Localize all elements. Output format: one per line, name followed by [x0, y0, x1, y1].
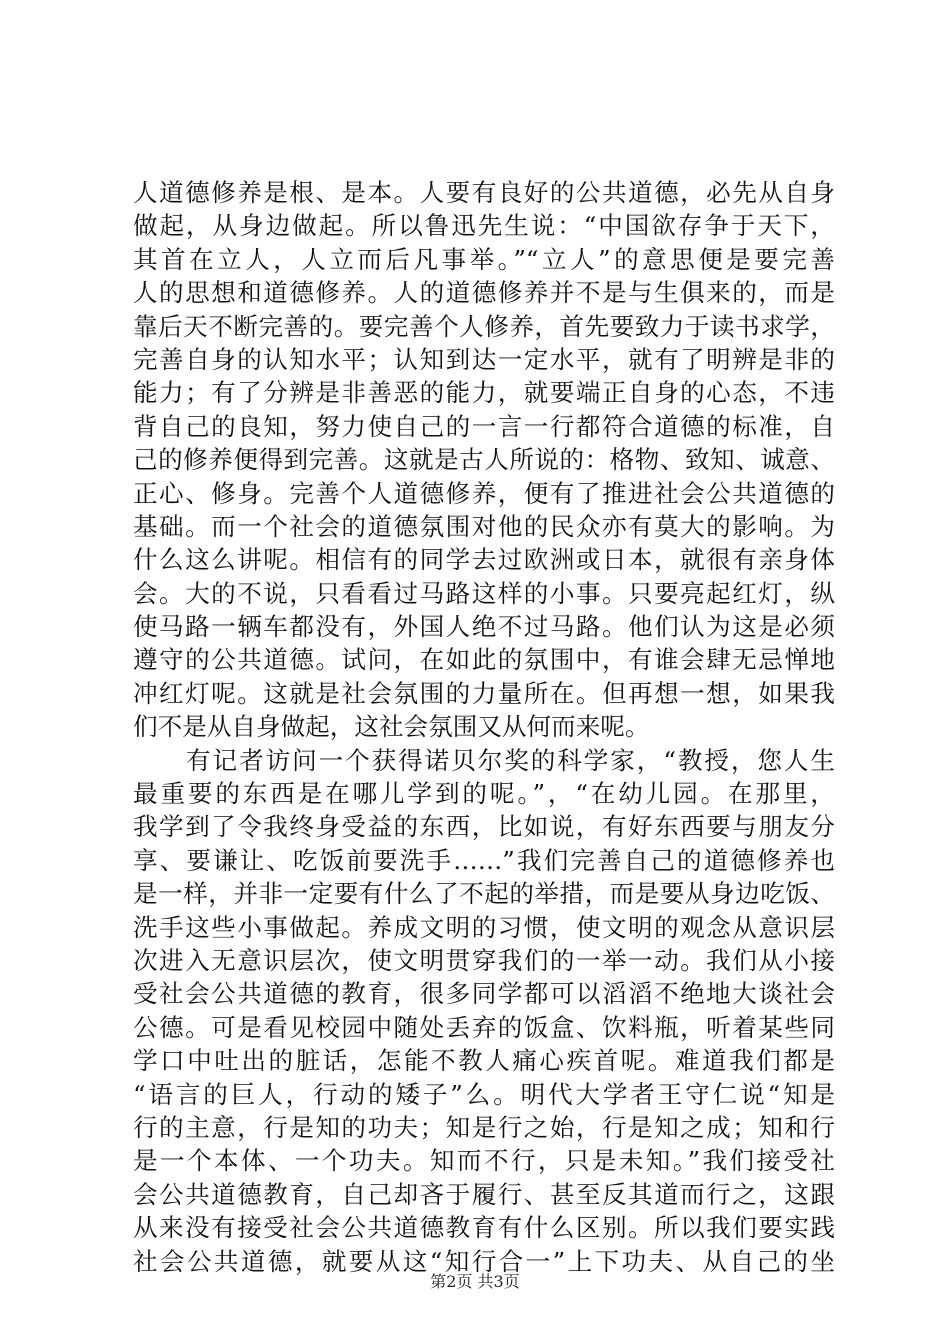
text-line: 社会公共道德，就要从这“知行合一”上下功夫、从自己的坐 [133, 1246, 835, 1276]
text-line: 是一个本体、一个功夫。知而不行，只是未知。”我们接受社 [133, 1146, 835, 1176]
text-line: 受社会公共道德的教育，很多同学都可以滔滔不绝地大谈社会 [133, 979, 835, 1009]
text-line: 是一样，并非一定要有什么了不起的举措，而是要从身边吃饭、 [133, 879, 835, 909]
text-line: 完善自身的认知水平；认知到达一定水平，就有了明辨是非的 [133, 344, 835, 374]
text-line: 我学到了令我终身受益的东西，比如说，有好东西要与朋友分 [133, 812, 835, 842]
text-line: 次进入无意识层次，使文明贯穿我们的一举一动。我们从小接 [133, 945, 835, 975]
text-line: 做起，从身边做起。所以鲁迅先生说：“中国欲存争于天下， [133, 211, 835, 241]
text-line: 洗手这些小事做起。养成文明的习惯，使文明的观念从意识层 [133, 912, 835, 942]
text-line: 己的修养便得到完善。这就是古人所说的：格物、致知、诚意、 [133, 445, 835, 475]
text-line: 学口中吐出的脏话，怎能不教人痛心疾首呢。难道我们都是 [133, 1046, 835, 1076]
text-line: 们不是从自身做起，这社会氛围又从何而来呢。 [133, 712, 650, 742]
text-line: 会公共道德教育，自己却吝于履行、甚至反其道而行之，这跟 [133, 1179, 835, 1209]
text-line: 从来没有接受社会公共道德教育有什么区别。所以我们要实践 [133, 1213, 835, 1243]
page-footer: 第2页 共3页 [430, 1272, 520, 1291]
text-line: 公德。可是看见校园中随处丢弃的饭盒、饮料瓶，听着某些同 [133, 1012, 835, 1042]
text-line: 行的主意，行是知的功夫；知是行之始，行是知之成；知和行 [133, 1112, 835, 1142]
text-line: 什么这么讲呢。相信有的同学去过欧洲或日本，就很有亲身体 [133, 545, 835, 575]
text-line: 遵守的公共道德。试问，在如此的氛围中，有谁会肆无忌惮地 [133, 645, 835, 675]
text-line: 人的思想和道德修养。人的道德修养并不是与生俱来的，而是 [133, 278, 835, 308]
text-line: 靠后天不断完善的。要完善个人修养，首先要致力于读书求学， [133, 311, 835, 341]
text-line: 人道德修养是根、是本。人要有良好的公共道德，必先从自身 [133, 178, 835, 207]
text-line: 基础。而一个社会的道德氛围对他的民众亦有莫大的影响。为 [133, 511, 835, 541]
text-line: 正心、修身。完善个人道德修养，便有了推进社会公共道德的 [133, 478, 835, 508]
text-line: 最重要的东西是在哪儿学到的呢。”，“在幼儿园。在那里， [133, 779, 835, 809]
text-line: 享、要谦让、吃饭前要洗手……”我们完善自己的道德修养也 [133, 845, 835, 875]
text-line: 背自己的良知，努力使自己的一言一行都符合道德的标准，自 [133, 411, 835, 441]
body-text [133, 176, 835, 1278]
text-line: 有记者访问一个获得诺贝尔奖的科学家，“教授，您人生 [133, 745, 835, 775]
text-line: 会。大的不说，只看看过马路这样的小事。只要亮起红灯，纵 [133, 578, 835, 608]
text-line: 冲红灯呢。这就是社会氛围的力量所在。但再想一想，如果我 [133, 678, 835, 708]
text-line: 能力；有了分辨是非善恶的能力，就要端正自身的心态，不违 [133, 378, 835, 408]
text-line: 使马路一辆车都没有，外国人绝不过马路。他们认为这是必须 [133, 612, 835, 642]
text-line: 其首在立人，人立而后凡事举。”“立人”的意思便是要完善 [133, 244, 835, 274]
text-line: “语言的巨人，行动的矮子”么。明代大学者王守仁说“知是 [133, 1079, 835, 1109]
